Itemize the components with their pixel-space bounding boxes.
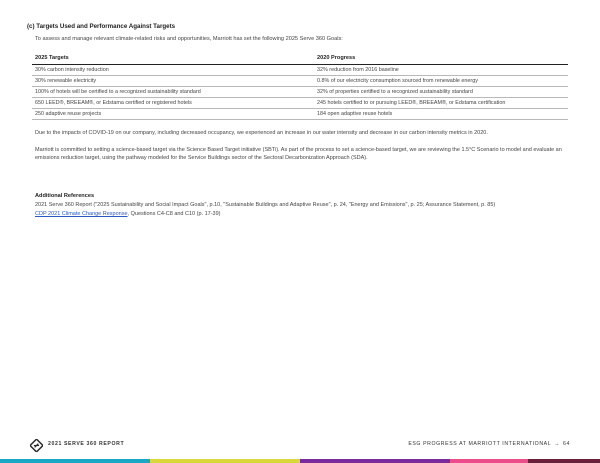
covid-impact-paragraph: Due to the impacts of COVID-19 on our company, including decreased occupancy, we experienced an increase in our water intensity and decrease in our carbon intensity metrics in 2020. [35,130,488,136]
table-row [32,87,568,98]
table-row [32,65,568,76]
reference-line-rest: , Questions C4-C8 and C10 (p. 17-39) [127,211,221,217]
column-header-targets: 2025 Targets [32,51,314,65]
reference-line: 2021 Serve 360 Report ("2025 Sustainability and Social Impact Goals", p.10, "Sustainable Buildings and Adaptive Reuse", p. 24, "Energy and Emissions", p. 25; Assurance Statement, p. 85) [35,202,496,208]
cdp-climate-link[interactable]: CDP 2021 Climate Change Response [35,211,128,217]
reference-line [35,211,220,217]
table-row [32,98,568,109]
target-cell: 250 adaptive reuse projects [32,109,314,120]
column-header-progress: 2020 Progress [314,51,568,65]
serve360-logo-icon [30,439,43,452]
footer-report-title: 2021 SERVE 360 REPORT [48,441,125,447]
progress-cell: 245 hotels certified to or pursuing LEED®, BREEAM®, or Edstama certification [314,98,568,109]
target-cell: 650 LEED®, BREEAM®, or Edstama certified or registered hotels [32,98,314,109]
color-bar-segment [528,459,600,463]
target-cell: 100% of hotels will be certified to a recognized sustainability standard [32,87,314,98]
footer-section-title: ESG PROGRESS AT MARRIOTT INTERNATIONAL [408,441,552,447]
color-bar-segment [450,459,528,463]
arrow-right-icon: → [554,441,561,447]
table-row [32,76,568,87]
intro-text: To assess and manage relevant climate-related risks and opportunities, Marriott has set the following 2025 Serve 360 Goals: [35,36,343,42]
footer-color-bar [0,459,600,463]
section-heading: (c) Targets Used and Performance Against Targets [27,23,176,30]
targets-table [32,51,568,120]
color-bar-segment [150,459,300,463]
progress-cell: 32% of properties certified to a recognized sustainability standard [314,87,568,98]
target-cell: 30% carbon intensity reduction [32,65,314,76]
footer-section [408,441,570,447]
science-target-paragraph: Marriott is committed to setting a science-based target via the Science Based Target initiative (SBTi). As part of the process to set a science-based target, we are reviewing the 1.5°C Scenario to model and evaluate an emissions reduction target, using the pathway modeled for the Service Buildings sector of the Sectoral Decarbonization Approach (SDA). [35,147,562,162]
page-number: 64 [563,441,570,447]
target-cell: 30% renewable electricity [32,76,314,87]
progress-cell: 0.8% of our electricity consumption sourced from renewable energy [314,76,568,87]
table-header-row [32,51,568,65]
table-row [32,109,568,120]
progress-cell: 32% reduction from 2016 baseline [314,65,568,76]
color-bar-segment [300,459,450,463]
color-bar-segment [0,459,150,463]
additional-references-title: Additional References [35,193,95,199]
progress-cell: 184 open adaptive reuse hotels [314,109,568,120]
